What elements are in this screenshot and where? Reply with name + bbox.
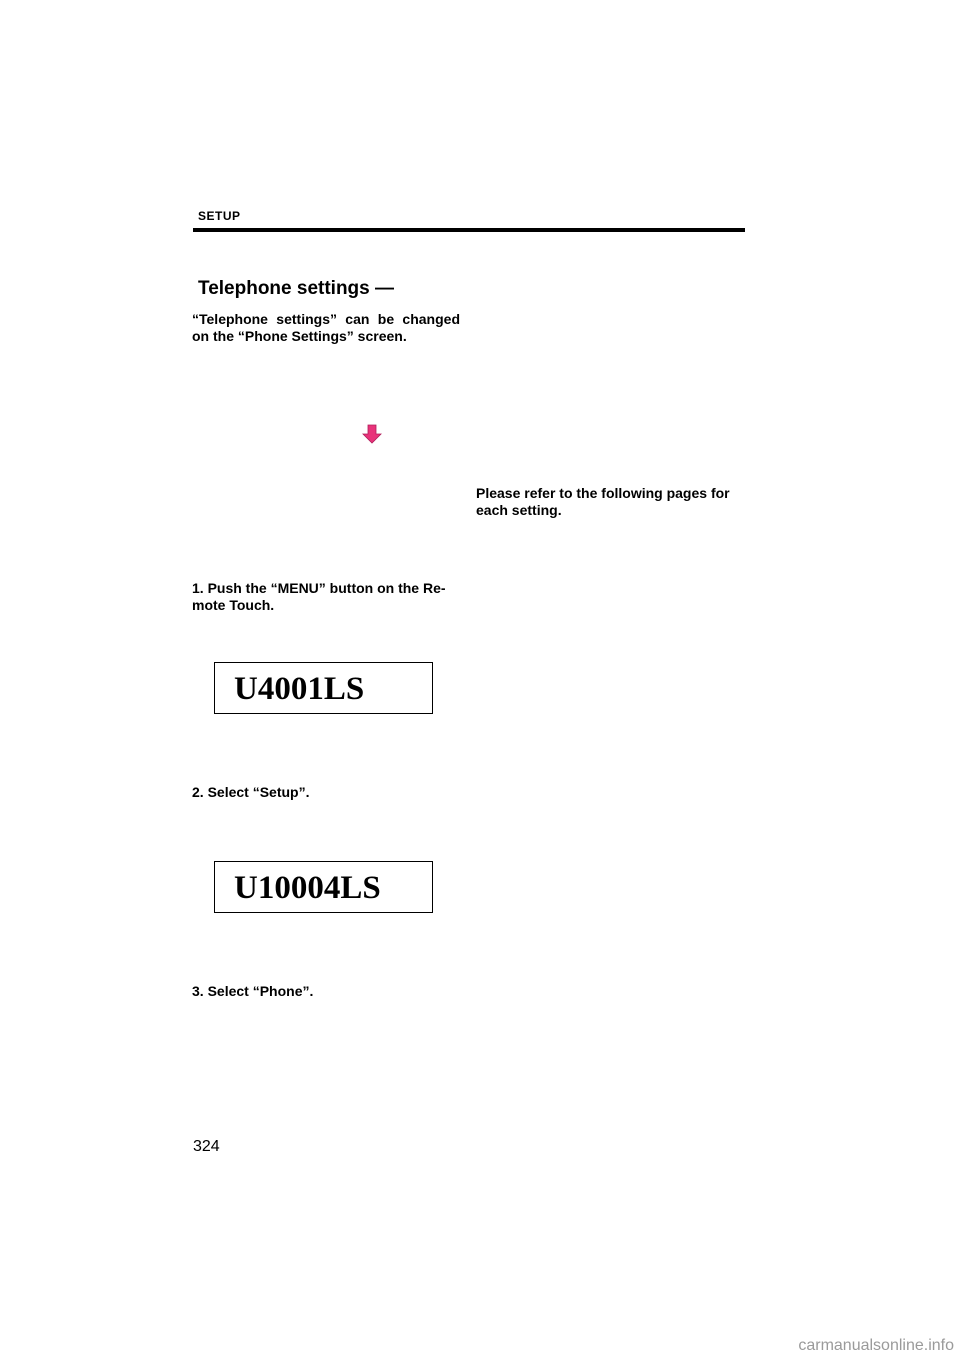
figure-code-box: U4001LS [214,662,433,714]
figure-code-box: U10004LS [214,861,433,913]
watermark: carmanualsonline.info [798,1337,954,1354]
page-number: 324 [193,1138,220,1155]
section-title: Telephone settings — [198,278,395,299]
intro-paragraph: “Telephone settings” can be changed on the “Phone Settings” screen. [192,311,460,344]
step-2: 2. Select “Setup”. [192,784,310,800]
header-rule [193,228,745,232]
down-arrow-icon [362,424,382,444]
step-3: 3. Select “Phone”. [192,983,314,999]
note-paragraph: Please refer to the following pages for each setting. [476,485,730,518]
step-1: 1. Push the “MENU” button on the Re- mote Touch. [192,580,446,613]
section-header: SETUP [198,209,241,223]
